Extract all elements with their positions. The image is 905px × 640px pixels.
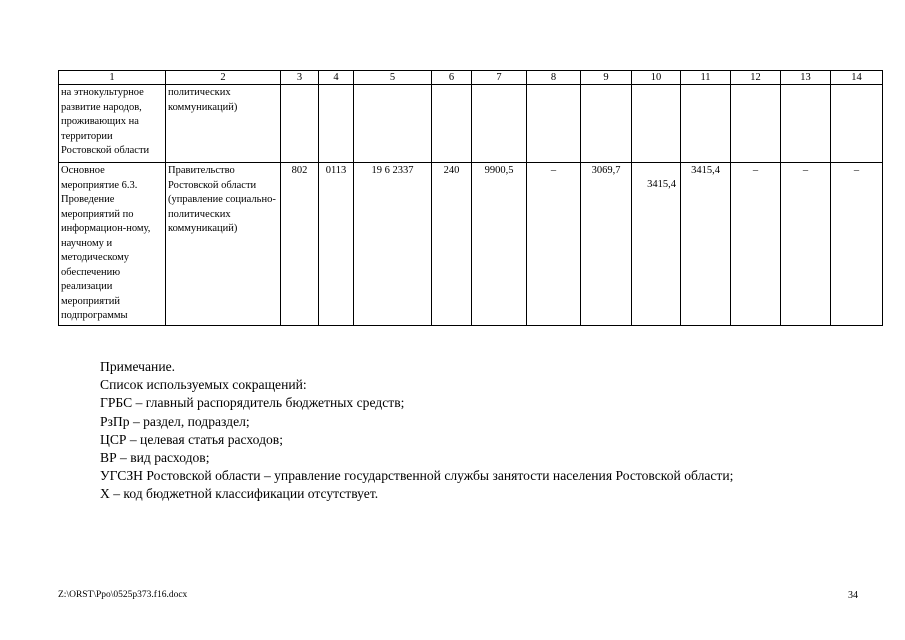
header-cell: 7 <box>472 71 527 85</box>
table-cell: 802 <box>281 163 319 326</box>
table-row <box>59 85 883 163</box>
notes-title: Примечание. <box>100 359 176 374</box>
abbreviation-item: ГРБС – главный распорядитель бюджетных средств; <box>100 395 405 411</box>
table-cell <box>472 85 527 163</box>
header-cell: 11 <box>681 71 731 85</box>
table-cell <box>319 85 354 163</box>
table-cell <box>581 85 632 163</box>
table-cell: 9900,5 <box>472 163 527 326</box>
abbreviations-intro: Список используемых сокращений: <box>100 377 307 393</box>
table-cell: на этнокультурное развитие народов, проживающих на территории Ростовской области <box>59 85 166 163</box>
abbreviation-item: Х – код бюджетной классификации отсутствует. <box>100 486 379 502</box>
table-cell: Правительство Ростовской области (управление социально-политических коммуникаций) <box>166 163 281 326</box>
table-row <box>59 163 883 326</box>
table-cell: – <box>831 163 883 326</box>
table-cell <box>781 85 831 163</box>
notes-section <box>100 358 733 504</box>
header-cell: 13 <box>781 71 831 85</box>
header-cell: 6 <box>432 71 472 85</box>
page-number: 34 <box>848 590 858 601</box>
table-cell <box>432 85 472 163</box>
abbreviation-item: ВР – вид расходов; <box>100 450 210 466</box>
table-cell <box>527 85 581 163</box>
table-cell: политических коммуникаций) <box>166 85 281 163</box>
header-cell: 3 <box>281 71 319 85</box>
table-cell: – <box>527 163 581 326</box>
header-cell: 4 <box>319 71 354 85</box>
table-header-row <box>59 71 883 85</box>
header-cell: 14 <box>831 71 883 85</box>
header-cell: 9 <box>581 71 632 85</box>
table-cell: 0113 <box>319 163 354 326</box>
header-cell: 5 <box>354 71 432 85</box>
abbreviation-item: РзПр – раздел, подраздел; <box>100 413 250 429</box>
abbreviation-item: УГСЗН Ростовской области – управление государственной службы занятости населения Ростовской области; <box>100 468 734 484</box>
table-cell: 240 <box>432 163 472 326</box>
header-cell: 10 <box>632 71 681 85</box>
table-cell: 3415,4 <box>681 163 731 326</box>
footer-file-path: Z:\ORST\Ppo\0525p373.f16.docx <box>58 590 188 600</box>
table-cell: – <box>731 163 781 326</box>
abbreviation-item: ЦСР – целевая статья расходов; <box>100 431 283 447</box>
table-cell: 3069,7 <box>581 163 632 326</box>
table-cell: – <box>781 163 831 326</box>
header-cell: 2 <box>166 71 281 85</box>
table-cell <box>354 85 432 163</box>
table-cell <box>632 85 681 163</box>
table-cell: Основное мероприятие 6.3. Проведение мероприятий по информацион-ному, научному и методическому обеспечению реализации мероприятий подпрограммы <box>59 163 166 326</box>
table-cell: 19 6 2337 <box>354 163 432 326</box>
header-cell: 8 <box>527 71 581 85</box>
table-cell <box>731 85 781 163</box>
header-cell: 12 <box>731 71 781 85</box>
table-cell <box>281 85 319 163</box>
budget-table <box>58 70 883 326</box>
table-cell <box>681 85 731 163</box>
header-cell: 1 <box>59 71 166 85</box>
table-cell <box>831 85 883 163</box>
table-cell: 3415,4 <box>632 163 681 326</box>
